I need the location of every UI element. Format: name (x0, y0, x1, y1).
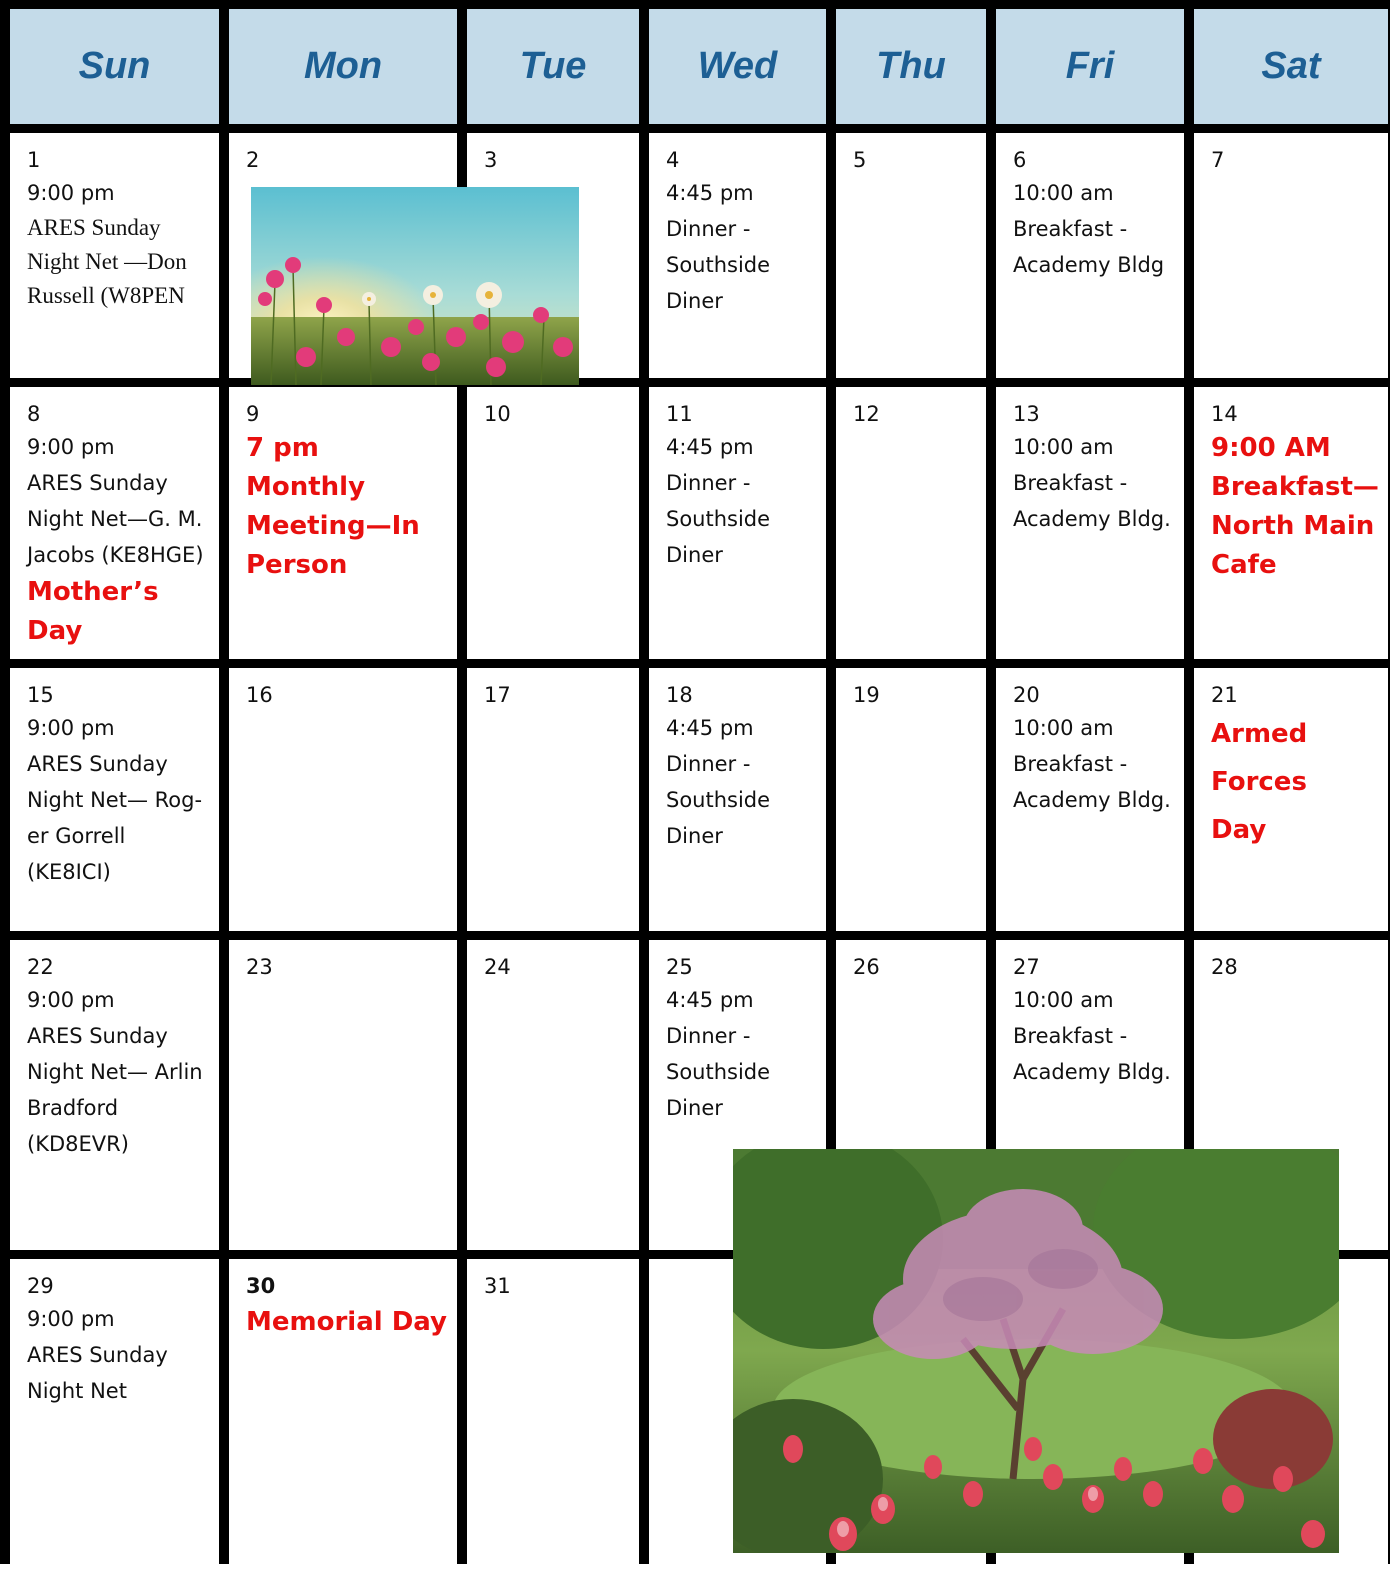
event-text: Night Net (27, 1379, 127, 1403)
event-time: 9:00 pm (27, 435, 115, 459)
event-text: Dinner - (666, 752, 751, 776)
day-number: 8 (27, 402, 41, 426)
day-header-tue: Tue (467, 9, 639, 124)
holiday-label: Mother’s Day (27, 577, 159, 646)
event-text: Diner (666, 543, 723, 567)
event-text: (KE8ICI) (27, 860, 111, 884)
highlight-event: Meeting—In (246, 511, 420, 541)
event-text: Diner (666, 1096, 723, 1120)
day-cell (467, 1259, 639, 1569)
event-time: 4:45 pm (666, 988, 754, 1012)
day-number: 11 (666, 402, 693, 426)
day-number: 21 (1211, 683, 1238, 707)
day-number: 6 (1013, 148, 1027, 172)
highlight-event: Cafe (1211, 550, 1277, 580)
day-number: 26 (853, 955, 880, 979)
event-text: Russell (W8PEN (27, 283, 185, 308)
day-number: 3 (484, 148, 498, 172)
event-time: 4:45 pm (666, 716, 754, 740)
day-cell (10, 940, 219, 1250)
event-text: Academy Bldg. (1013, 507, 1171, 531)
day-number: 12 (853, 402, 880, 426)
day-cell (467, 668, 639, 931)
day-cell (649, 668, 826, 931)
day-cell (229, 940, 457, 1250)
day-cell (467, 387, 639, 659)
day-number: 24 (484, 955, 511, 979)
event-text: ARES Sunday (27, 752, 168, 776)
holiday-label: Day (1211, 815, 1267, 845)
day-number: 30 (246, 1274, 276, 1298)
event-text: Diner (666, 824, 723, 848)
day-number: 9 (246, 402, 260, 426)
redbud-tree-tulips-photo (733, 1149, 1339, 1553)
day-header-sat: Sat (1194, 9, 1388, 124)
event-time: 4:45 pm (666, 435, 754, 459)
event-text: Jacobs (KE8HGE) (27, 543, 204, 567)
highlight-event: Monthly (246, 472, 366, 502)
day-cell (649, 387, 826, 659)
event-time: 4:45 pm (666, 181, 754, 205)
day-number: 17 (484, 683, 511, 707)
event-time: 9:00 pm (27, 716, 115, 740)
day-cell (229, 1259, 457, 1569)
day-cell (10, 668, 219, 931)
day-cell (836, 387, 986, 659)
day-number: 28 (1211, 955, 1238, 979)
day-cell (229, 387, 457, 659)
day-number: 4 (666, 148, 680, 172)
highlight-event: 7 pm (246, 433, 319, 463)
event-text: Bradford (27, 1096, 119, 1120)
day-number: 14 (1211, 402, 1238, 426)
event-text: er Gorrell (27, 824, 126, 848)
event-text: Southside (666, 507, 771, 531)
event-text: Breakfast - (1013, 1024, 1128, 1048)
day-number: 7 (1211, 148, 1225, 172)
day-cell (836, 668, 986, 931)
day-header-thu: Thu (836, 9, 986, 124)
event-text: Southside (666, 1060, 771, 1084)
event-text: Diner (666, 289, 723, 313)
day-cell (467, 940, 639, 1250)
event-text: Night Net— Arlin (27, 1060, 203, 1084)
day-header-fri: Fri (996, 9, 1184, 124)
event-text: Breakfast - (1013, 217, 1128, 241)
event-time: 10:00 am (1013, 181, 1114, 205)
highlight-event: Person (246, 550, 348, 580)
cosmos-flowers-photo (251, 187, 579, 385)
event-time: 9:00 pm (27, 1307, 115, 1331)
holiday-label: Memorial Day (246, 1307, 447, 1337)
event-time: 10:00 am (1013, 988, 1114, 1012)
day-number: 29 (27, 1274, 54, 1298)
event-text: ARES Sunday (27, 215, 161, 240)
event-text: Dinner - (666, 1024, 751, 1048)
event-text: Dinner - (666, 471, 751, 495)
day-number: 20 (1013, 683, 1040, 707)
highlight-event: Breakfast— (1211, 472, 1379, 502)
event-text: Breakfast - (1013, 752, 1128, 776)
event-time: 10:00 am (1013, 716, 1114, 740)
day-number: 23 (246, 955, 273, 979)
event-text: Night Net—G. M. (27, 507, 203, 531)
day-number: 19 (853, 683, 880, 707)
day-cell (10, 387, 219, 659)
event-text: Southside (666, 788, 771, 812)
event-text: Academy Bldg (1013, 253, 1165, 277)
event-text: (KD8EVR) (27, 1132, 129, 1156)
day-number: 15 (27, 683, 54, 707)
event-text: Night Net —Don (27, 249, 187, 274)
day-number: 2 (246, 148, 260, 172)
day-number: 5 (853, 148, 867, 172)
day-cell (229, 668, 457, 931)
day-cell (996, 387, 1184, 659)
day-cell (996, 133, 1184, 378)
day-number: 27 (1013, 955, 1040, 979)
event-text: ARES Sunday (27, 471, 168, 495)
event-time: 9:00 pm (27, 988, 115, 1012)
event-text: ARES Sunday (27, 1024, 168, 1048)
event-text: Breakfast - (1013, 471, 1128, 495)
day-cell (996, 668, 1184, 931)
day-cell (1194, 133, 1388, 378)
day-header-mon: Mon (229, 9, 457, 124)
day-number: 10 (484, 402, 511, 426)
event-text: Night Net— Rog- (27, 788, 203, 812)
event-text: Academy Bldg. (1013, 1060, 1171, 1084)
highlight-event: 9:00 AM (1211, 433, 1331, 463)
event-time: 9:00 pm (27, 181, 115, 205)
day-cell (649, 133, 826, 378)
day-number: 22 (27, 955, 54, 979)
holiday-label: Armed Forces (1211, 719, 1308, 797)
day-header-sun: Sun (10, 9, 219, 124)
day-number: 1 (27, 148, 41, 172)
event-text: Academy Bldg. (1013, 788, 1171, 812)
day-cell (10, 133, 219, 378)
highlight-event: North Main (1211, 511, 1375, 541)
day-number: 16 (246, 683, 273, 707)
event-text: Dinner - (666, 217, 751, 241)
day-number: 18 (666, 683, 693, 707)
day-number: 31 (484, 1274, 511, 1298)
day-number: 25 (666, 955, 693, 979)
day-header-wed: Wed (649, 9, 826, 124)
day-cell (10, 1259, 219, 1569)
event-text: Southside (666, 253, 771, 277)
day-cell (1194, 387, 1388, 659)
day-cell (836, 133, 986, 378)
day-number: 13 (1013, 402, 1040, 426)
event-time: 10:00 am (1013, 435, 1114, 459)
day-cell (1194, 668, 1388, 931)
event-text: ARES Sunday (27, 1343, 168, 1367)
